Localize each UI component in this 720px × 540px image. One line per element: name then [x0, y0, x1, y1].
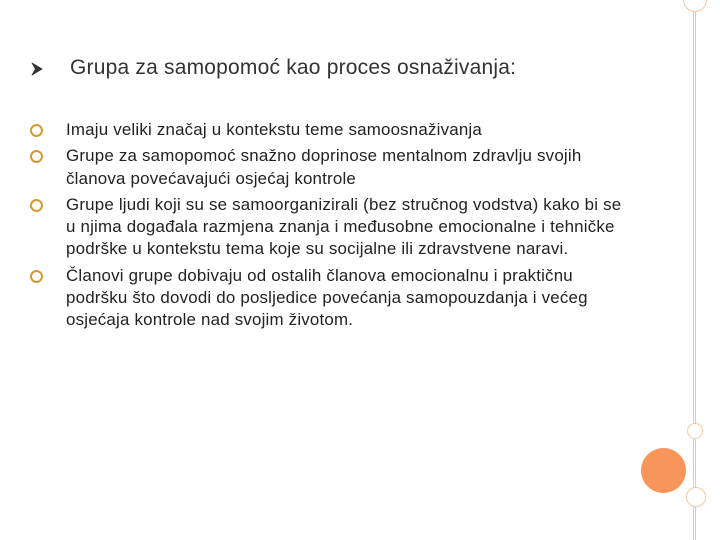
decorative-orange-circle — [641, 448, 686, 493]
title-row — [30, 52, 670, 84]
decorative-circle-middle — [687, 423, 703, 439]
list-item-text: Grupe za samopomoć snažno doprinose mentalnom zdravlju svojih članova povećavajući osjećaj kontrole — [66, 146, 582, 188]
arrowhead-bullet-icon — [30, 62, 44, 76]
slide-title: Grupa za samopomoć kao proces osnaživanja: — [70, 56, 517, 79]
ring-bullet-icon — [30, 124, 43, 137]
list-item — [30, 119, 640, 141]
list-item — [30, 145, 640, 190]
ring-bullet-icon — [30, 199, 43, 212]
list-item-text: Članovi grupe dobivaju od ostalih članova emocionalnu i praktičnu podršku što dovodi do posljedice povećanja samopouzdanja i većeg osjećaja kontrole nad svojim životom. — [66, 265, 588, 330]
decorative-circle-top — [683, 0, 707, 12]
arrowhead-bullet-icon-svg — [31, 62, 43, 76]
decorative-vertical-line — [693, 0, 696, 540]
bullet-list — [30, 119, 640, 336]
ring-bullet-icon — [30, 150, 43, 163]
list-item-text: Grupe ljudi koji su se samoorganizirali (bez stručnog vodstva) kako bi se u njima događala razmjena znanja i međusobne emocionalne i tehničke podrške u kontekstu tema koje su socijalne ili zdravstvene naravi. — [66, 194, 622, 259]
list-item — [30, 265, 640, 332]
list-item-text: Imaju veliki značaj u kontekstu teme samoosnaživanja — [66, 120, 482, 139]
decorative-circle-bottom — [686, 487, 706, 507]
ring-bullet-icon — [30, 270, 43, 283]
list-item — [30, 194, 640, 261]
